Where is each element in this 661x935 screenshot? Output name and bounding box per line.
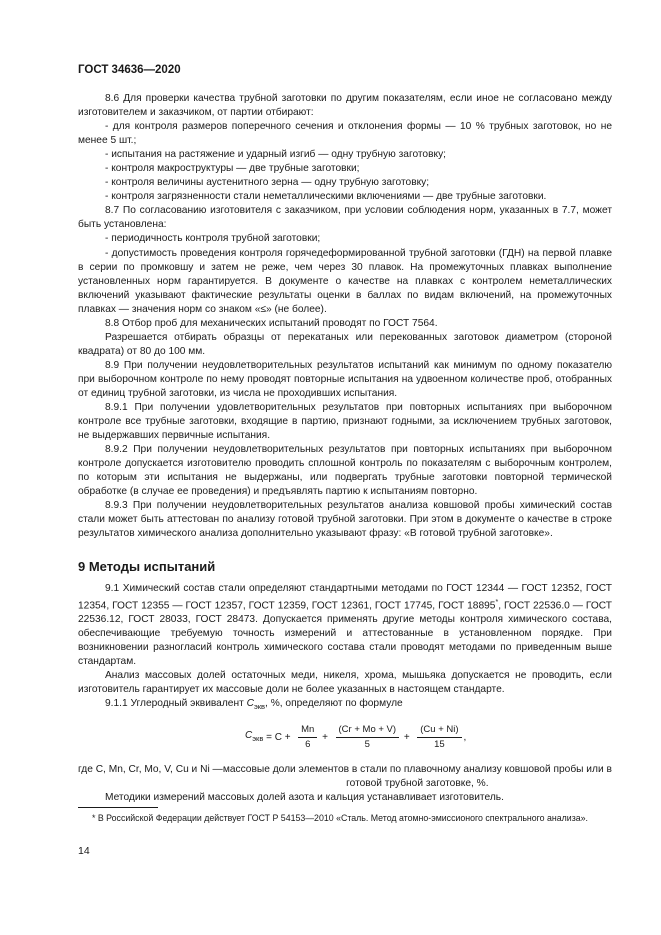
footnote-text: * В Российской Федерации действует ГОСТ Р 54153—2010 «Сталь. Метод атомно-эмиссионого спектрального анализа». — [92, 813, 588, 823]
paragraph-9-1-part-a: 9.1 Химический состав стали определяют стандартными методами по ГОСТ 12344 — ГОСТ 12352, ГОСТ 12354, ГОСТ 12355 — ГОСТ 12357, ГОСТ 12359, ГОСТ 12361, ГОСТ 17745, ГОСТ 18895 — [78, 582, 612, 611]
document-header: ГОСТ 34636—2020 — [78, 64, 181, 76]
paragraph-9-1-1 — [78, 697, 612, 714]
list-item: - допустимость проведения контроля горячедеформированной трубной заготовки (ГДН) на первой плавке в серии по промковшу и затем не реже, чем через 30 плавок. На промежуточных плавках выполнение установленных норм гарантируется. В документе о качестве на плавках с контролем неметаллических включений указывают фактические результаты оценки в баллах по видам включений, на промежуточных плавках — значения норм со знаком «≤» (не более). — [78, 247, 612, 315]
page-number: 14 — [78, 845, 90, 857]
paragraph-9-1-1-text: 9.1.1 Углеродный эквивалент — [105, 698, 247, 710]
formula-lhs-subscript: экв — [252, 734, 264, 744]
paragraph-8-8: 8.8 Отбор проб для механических испытаний проводят по ГОСТ 7564. — [105, 317, 438, 329]
paragraph-9-1-c: Анализ массовых долей остаточных меди, никеля, хрома, мышьяка допускается не проводить, если изготовитель гарантирует их массовые доли не более указанных в настоящем стандарте. — [78, 670, 612, 696]
paragraph-9-1-part-b: , ГОСТ 22536.0 — ГОСТ 22536.12, ГОСТ 28033, ГОСТ 28473. Допускается применять другие методы контроля химического состава, обеспечивающие требуемую точность измерений и аттестованные в установленном порядке. При возникновении разногласий контроль химического состава стали проводят методами по приведенным выше стандартам. — [78, 599, 612, 668]
paragraph-8-6: 8.6 Для проверки качества трубной заготовки по другим показателям, если иное не согласовано между изготовителем и заказчиком, от партии отбирают: — [78, 93, 612, 119]
list-item: - периодичность контроля трубной заготовки; — [105, 233, 321, 245]
paragraph-8-9-2: 8.9.2 При получении неудовлетворительных результатов при повторных испытаниях при выборочном контроле допускается изготовителю проводить сплошной контроль по показателям с выборочным контролем, по которым эти испытания не выдержаны, или подвергать трубные заготовки повторной термической обработке (в случае ее проведения) и предъявлять партию к испытаниям повторно. — [78, 444, 612, 498]
formula-lhs-symbol: C — [245, 730, 253, 742]
list-item: - контроля загрязненности стали неметаллическими включениями — две трубные заготовки. — [105, 191, 547, 203]
fraction-denominator: 5 — [364, 739, 370, 751]
section-9-title: 9 Методы испытаний — [78, 558, 216, 574]
footnote-divider — [78, 807, 158, 808]
formula-tail: , — [463, 731, 467, 743]
page-body — [78, 92, 612, 806]
list-item: - для контроля размеров поперечного сечения и отклонения формы — 10 % трубных заготовок, но не менее 5 шт.; — [78, 121, 612, 147]
paragraph-9-1-1-tail: , %, определяют по формуле — [265, 698, 403, 710]
ce-subscript: экв — [253, 702, 266, 712]
fraction-cr-mo-v — [336, 724, 400, 751]
fraction-numerator: Mn — [298, 724, 317, 738]
list-item: - контроля величины аустенитного зерна — одну трубную заготовку; — [105, 177, 430, 189]
footnote-marker: * — [495, 598, 499, 606]
paragraph-8-9-1: 8.9.1 При получении удовлетворительных результатов при повторных испытаниях при выборочном контроле все трубные заготовки, входящие в партию, признают годными, за исключением трубных заготовок, не выдержавших первичные испытания. — [78, 402, 612, 442]
fraction-cu-ni — [417, 724, 461, 751]
carbon-equivalent-formula — [78, 718, 612, 758]
list-item: - контроля макроструктуры — две трубные заготовки; — [105, 163, 360, 175]
fraction-denominator: 15 — [434, 739, 445, 751]
paragraph-8-9-3: 8.9.3 При получении неудовлетворительных результатов анализа ковшовой пробы химический состав стали может быть аттестован по анализу готовой трубной заготовки. При этом в документе о качестве в строке результатов химического анализа дополнительно указывают фразу: «В готовой трубной заготовке». — [78, 500, 612, 540]
footnote — [78, 812, 612, 824]
formula-plus: + — [319, 731, 331, 743]
paragraph-9-last: Методики измерений массовых долей азота и кальция устанавливает изготовитель. — [105, 792, 504, 804]
formula-plus: + — [401, 731, 413, 743]
fraction-mn — [298, 724, 317, 751]
formula-legend-label: где C, Mn, Cr, Mo, V, Cu и Ni — — [78, 764, 223, 776]
ce-symbol: C — [246, 698, 254, 710]
list-item: - испытания на растяжение и ударный изгиб — одну трубную заготовку; — [105, 149, 447, 161]
fraction-numerator: (Cu + Ni) — [417, 724, 461, 738]
formula-legend-definition: массовые доли элементов в стали по плавочному анализу ковшовой пробы или в готовой трубной заготовке, %. — [222, 764, 612, 790]
formula-eq: = C + — [263, 731, 294, 743]
paragraph-8-9: 8.9 При получении неудовлетворительных результатов испытаний как минимум по одному показателю при выборочном контроле по нему проводят повторные испытания на удвоенном количестве проб, отобранных от единиц трубной заготовки, из числа не проходивших испытания. — [78, 359, 612, 399]
paragraph-8-7: 8.7 По согласованию изготовителя с заказчиком, при условии соблюдения норм, указанных в 7.7, может быть установлена: — [78, 205, 612, 231]
formula-lhs — [245, 729, 263, 746]
fraction-denominator: 6 — [305, 739, 311, 751]
paragraph-8-8-b: Разрешается отбирать образцы от перекатаных или перекованных заготовок диаметром (стороной квадрата) от 80 до 100 мм. — [78, 331, 612, 357]
formula-legend — [78, 763, 612, 791]
paragraph-9-1 — [78, 582, 612, 670]
fraction-numerator: (Cr + Mo + V) — [336, 724, 400, 738]
